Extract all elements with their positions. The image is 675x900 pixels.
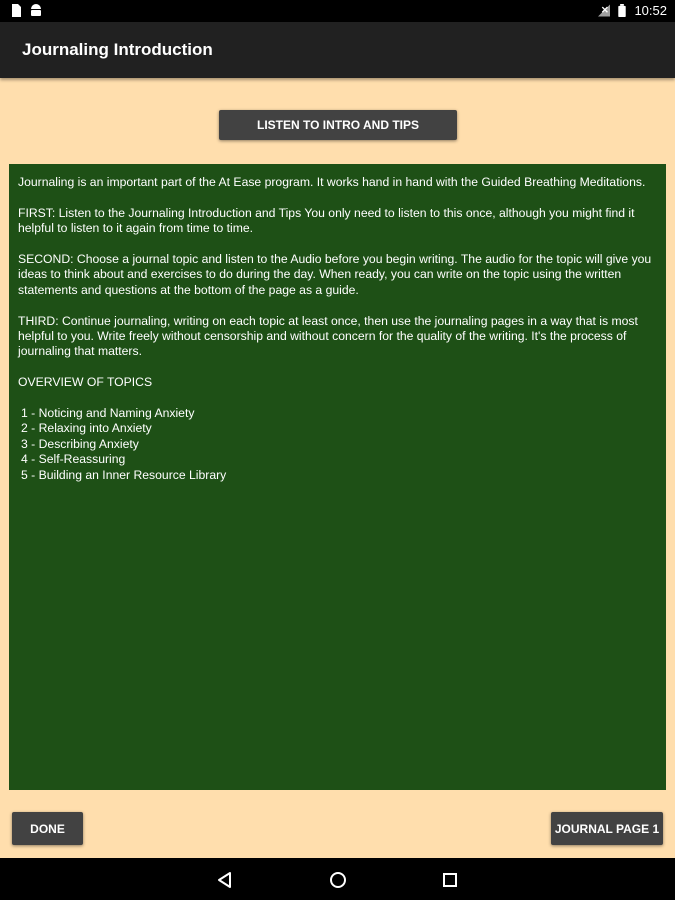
second-paragraph: SECOND: Choose a journal topic and listen to the Audio before you begin writing. The audio for the topic will give you ideas to think about and exercises to do during the day. When ready, you can write on the topic using the written statements and questions at the bottom of the page as a guide.	[18, 252, 652, 297]
back-icon[interactable]	[215, 870, 235, 890]
list-item: 3 - Describing Anxiety	[21, 436, 139, 451]
page-title: Journaling Introduction	[22, 40, 213, 59]
content-panel[interactable]	[9, 164, 666, 790]
intro-paragraph: Journaling is an important part of the At Ease program. It works hand in hand with the Guided Breathing Meditations.	[18, 175, 646, 189]
list-item: 1 - Noticing and Naming Anxiety	[21, 406, 195, 421]
list-item: 2 - Relaxing into Anxiety	[21, 421, 152, 436]
list-item: 4 - Self-Reassuring	[21, 452, 126, 467]
listen-intro-button[interactable]: LISTEN TO INTRO AND TIPS	[219, 110, 457, 140]
battery-icon	[616, 4, 628, 17]
signal-off-icon	[598, 4, 610, 17]
overview-heading: OVERVIEW OF TOPICS	[18, 375, 153, 390]
navigation-bar	[0, 858, 675, 900]
topic-list	[18, 406, 657, 483]
recents-icon[interactable]	[440, 870, 460, 890]
list-item: 5 - Building an Inner Resource Library	[21, 467, 227, 482]
status-left	[10, 4, 42, 17]
app-bar	[0, 22, 675, 78]
status-bar	[0, 0, 675, 22]
file-icon	[10, 4, 22, 17]
journal-page-button[interactable]: JOURNAL PAGE 1	[551, 812, 663, 845]
done-button[interactable]: DONE	[12, 812, 83, 845]
android-icon	[30, 4, 42, 17]
third-paragraph: THIRD: Continue journaling, writing on each topic at least once, then use the journaling pages in a way that is most helpful to you. Write freely without censorship and without concern for the quality of the writing. It's the process of journaling that matters.	[18, 313, 638, 359]
first-paragraph: FIRST: Listen to the Journaling Introduction and Tips You only need to listen to this once, although you might find it helpful to listen to it again from time to time.	[18, 205, 635, 236]
status-time: 10:52	[634, 3, 667, 18]
status-right	[598, 3, 667, 18]
home-icon[interactable]	[328, 870, 348, 890]
